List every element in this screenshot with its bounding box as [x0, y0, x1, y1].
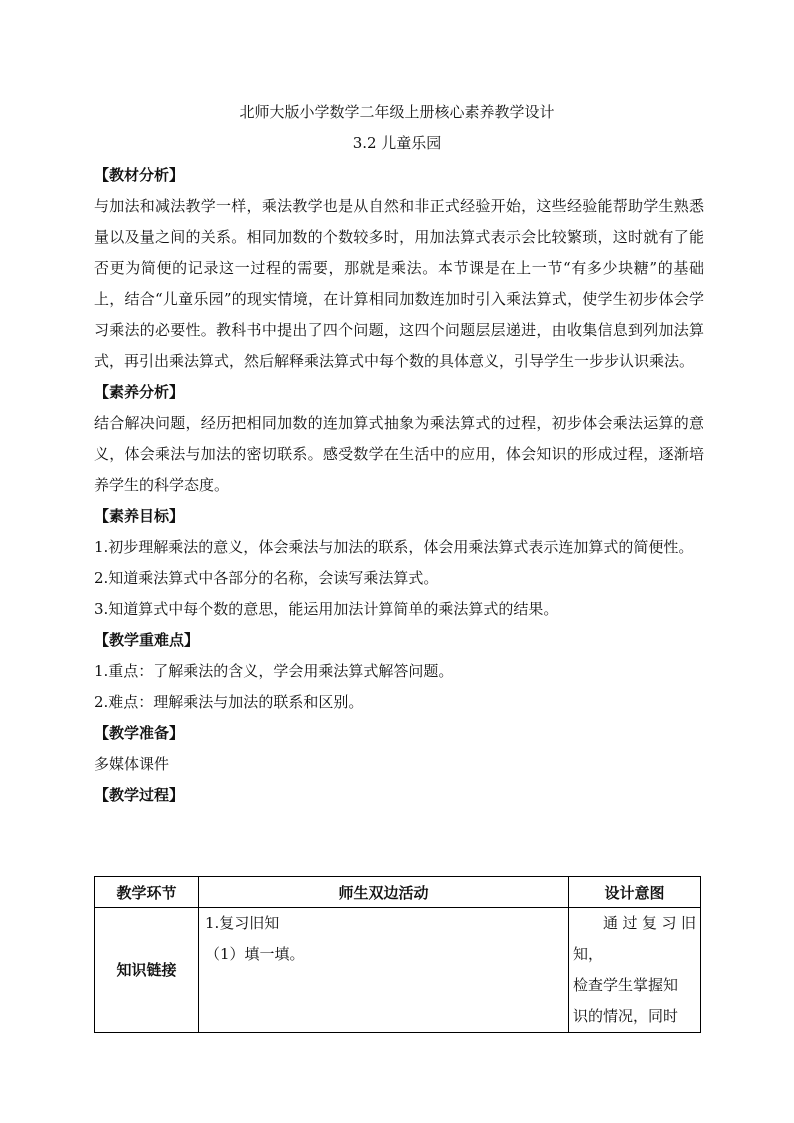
- preparation-text: 多媒体课件: [94, 755, 170, 773]
- table-row: [95, 908, 701, 1033]
- header-activity: 师生双边活动: [199, 877, 569, 908]
- document-body: [94, 160, 704, 811]
- intent-line-2: 检查学生掌握知: [573, 976, 679, 994]
- key-point-item: 1.重点：了解乘法的含义，学会用乘法算式解答问题。: [94, 662, 454, 680]
- document-title: 北师大版小学数学二年级上册核心素养教学设计: [239, 103, 555, 121]
- goal-item-1: 1.初步理解乘法的意义，体会乘法与加法的联系，体会用乘法算式表示连加算式的简便性。: [94, 538, 694, 556]
- activity-line-2: （1）填一填。: [205, 945, 305, 963]
- intent-line-1: 通过复习旧知，: [573, 914, 696, 963]
- section-heading-teaching-process: 【教学过程】: [94, 786, 185, 804]
- document-subtitle: 3.2 儿童乐园: [352, 134, 442, 152]
- header-intent: 设计意图: [569, 877, 701, 908]
- section-heading-textbook-analysis: 【教材分析】: [94, 166, 185, 184]
- goal-item-2: 2.知道乘法算式中各部分的名称，会读写乘法算式。: [94, 569, 439, 587]
- section-heading-key-difficulties: 【教学重难点】: [94, 631, 200, 649]
- difficulty-item: 2.难点：理解乘法与加法的联系和区别。: [94, 693, 364, 711]
- section-heading-literacy-analysis: 【素养分析】: [94, 383, 185, 401]
- header-stage: 教学环节: [95, 877, 199, 908]
- goal-item-3: 3.知道算式中每个数的意思，能运用加法计算简单的乘法算式的结果。: [94, 600, 559, 618]
- activity-cell: [199, 908, 569, 1033]
- section-heading-literacy-goals: 【素养目标】: [94, 507, 185, 525]
- teaching-process-table: [94, 876, 701, 1033]
- activity-line-1: 1.复习旧知: [205, 914, 280, 932]
- intent-cell: [569, 908, 701, 1033]
- stage-cell: 知识链接: [95, 908, 199, 1033]
- table-header-row: [95, 877, 701, 908]
- textbook-analysis-paragraph: 与加法和减法教学一样，乘法教学也是从自然和非正式经验开始，这些经验能帮助学生熟悉量以及量之间的关系。相同加数的个数较多时，用加法算式表示会比较繁琐，这时就有了能否更为简便的记录这一过程的需要，那就是乘法。本节课是在上一节“有多少块糖”的基础上，结合“儿童乐园”的现实情境，在计算相同加数连加时引入乘法算式，使学生初步体会学习乘法的必要性。教科书中提出了四个问题，这四个问题层层递进，由收集信息到列加法算式，再引出乘法算式，然后解释乘法算式中每个数的具体意义，引导学生一步步认识乘法。: [94, 197, 704, 370]
- literacy-analysis-paragraph: 结合解决问题，经历把相同加数的连加算式抽象为乘法算式的过程，初步体会乘法运算的意义，体会乘法与加法的密切联系。感受数学在生活中的应用，体会知识的形成过程，逐渐培养学生的科学态度。: [94, 414, 704, 494]
- section-heading-preparation: 【教学准备】: [94, 724, 185, 742]
- intent-line-3: 识的情况，同时: [573, 1007, 679, 1025]
